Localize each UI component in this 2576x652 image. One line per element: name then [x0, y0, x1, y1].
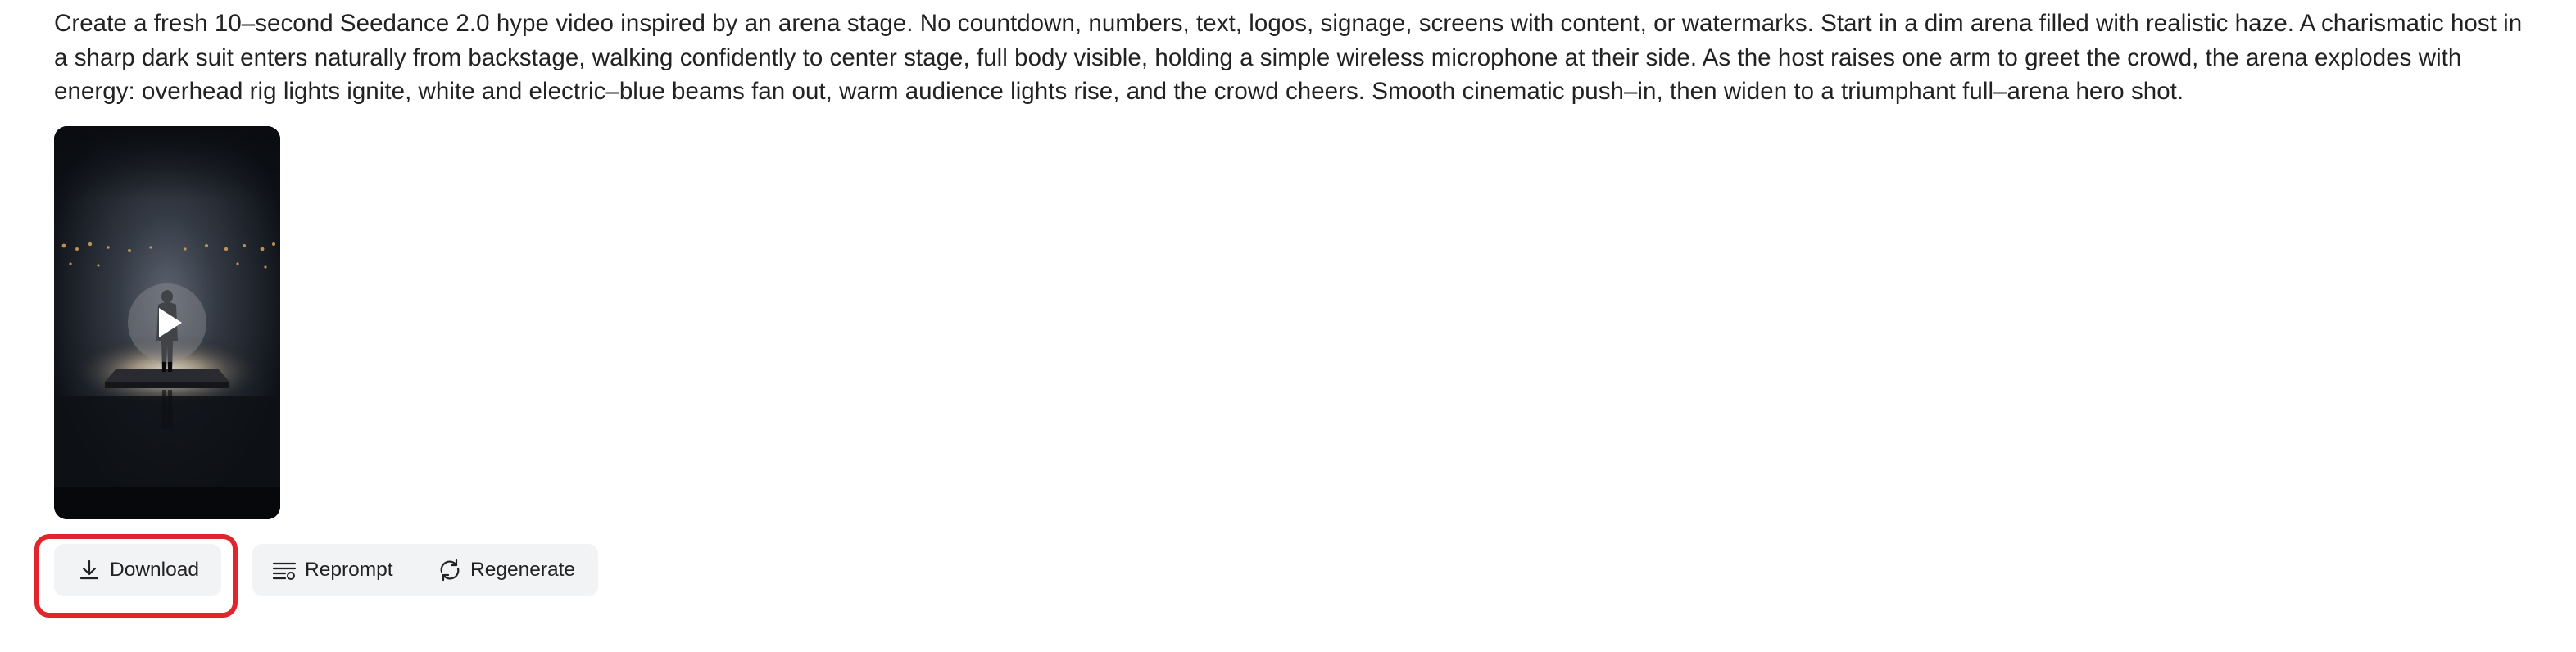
prompt-text: Create a fresh 10–second Seedance 2.0 hype video inspired by an arena stage. No countdown, numbers, text, logos, signage, screens with content, or watermarks. Start in a dim arena filled with realistic haze. A charismatic host in a sharp dark suit enters naturally from backstage, walking confidently to center stage, full body visible, holding a simple wireless microphone at their side. As the host raises one arm to greet the crowd, the arena explodes with energy: overhead rig lights ignite, white and electric–blue beams fan out, warm audience lights rise, and the crowd cheers. Smooth cinematic push–in, then widen to a triumphant full–arena hero shot.	[54, 10, 2523, 105]
regenerate-label: Regenerate	[470, 559, 576, 581]
download-icon	[75, 556, 103, 584]
play-button[interactable]	[128, 283, 206, 362]
regenerate-icon	[436, 556, 464, 584]
download-button[interactable]	[54, 544, 221, 596]
regenerate-button[interactable]	[416, 544, 598, 596]
play-icon	[128, 283, 206, 362]
reprompt-label: Reprompt	[305, 559, 393, 581]
download-label: Download	[110, 559, 199, 581]
video-thumbnail[interactable]	[54, 126, 280, 519]
reprompt-icon	[270, 556, 298, 584]
